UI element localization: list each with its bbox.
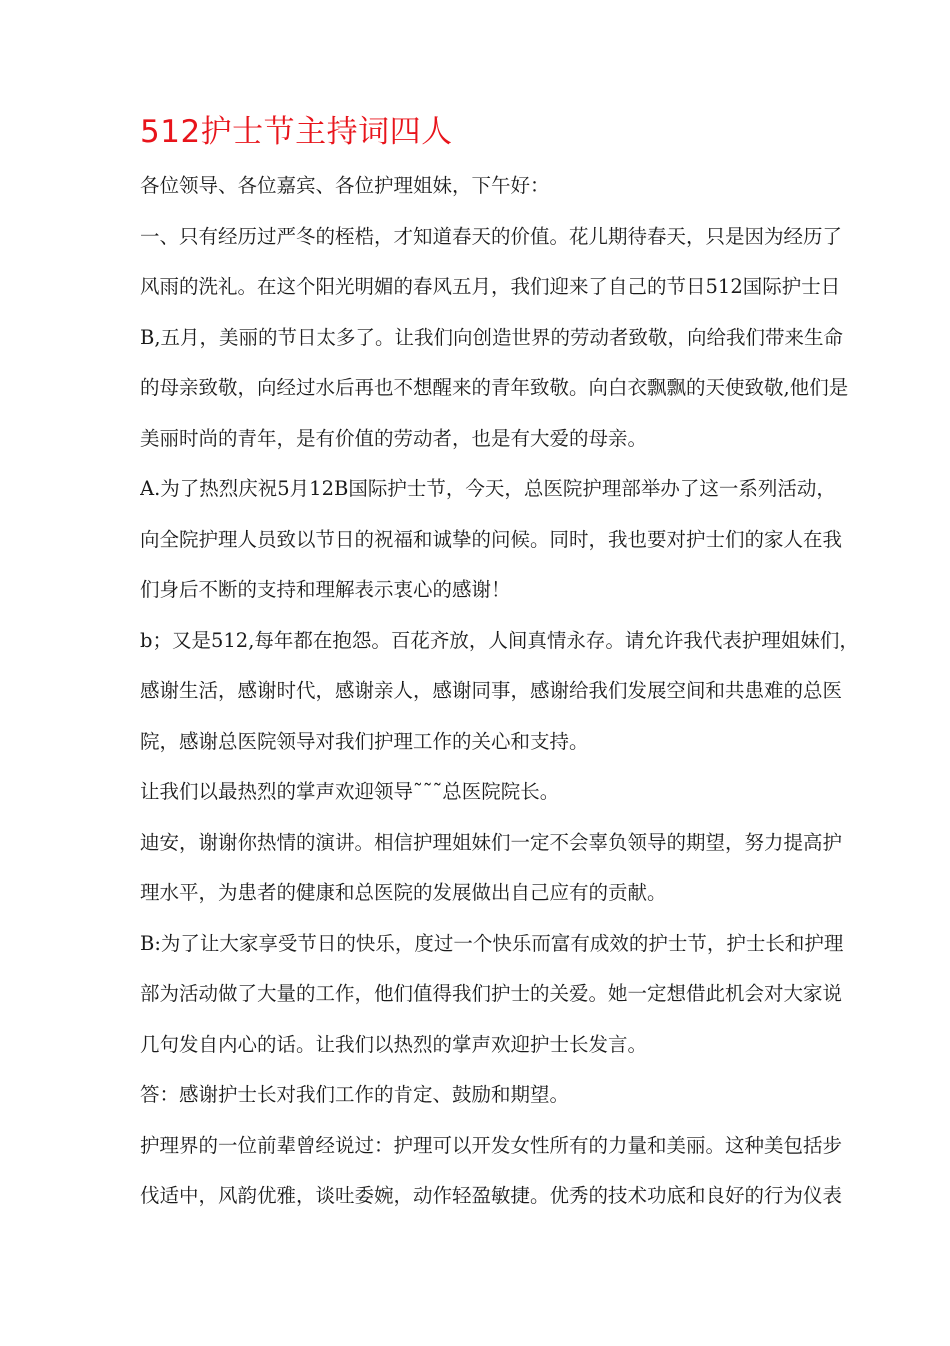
paragraph bbox=[140, 212, 930, 465]
paragraph bbox=[140, 1121, 930, 1222]
paragraph-line: 美丽时尚的青年，是有价值的劳动者，也是有大爱的母亲。 bbox=[140, 426, 648, 450]
paragraph-line: 风雨的洗礼。在这个阳光明媚的春风五月，我们迎来了自己的节日512国际护士日 bbox=[140, 275, 841, 298]
paragraph-line: 几句发自内心的话。让我们以热烈的掌声欢迎护士长发言。 bbox=[140, 1032, 648, 1056]
paragraph-line: 的母亲致敬，向经过水后再也不想醒来的青年致敬。向白衣飘飘的天使致敬,他们是 bbox=[140, 376, 849, 399]
paragraph bbox=[140, 161, 930, 212]
paragraph bbox=[140, 767, 930, 818]
paragraph-line: 让我们以最热烈的掌声欢迎领导˜˜˜总医院院长。 bbox=[140, 780, 560, 803]
paragraph bbox=[140, 818, 930, 919]
paragraph-line: 向全院护理人员致以节日的祝福和诚挚的问候。同时，我也要对护士们的家人在我 bbox=[140, 527, 843, 551]
paragraph-line: B:为了让大家享受节日的快乐，度过一个快乐而富有成效的护士节，护士长和护理 bbox=[140, 931, 844, 955]
paragraph bbox=[140, 616, 930, 768]
paragraph-line: b；又是512,每年都在抱怨。百花齐放，人间真情永存。请允许我代表护理姐妹们， bbox=[140, 628, 859, 652]
paragraph-line: 伐适中，风韵优雅，谈吐委婉，动作轻盈敏捷。优秀的技术功底和良好的行为仪表 bbox=[140, 1184, 843, 1207]
paragraph bbox=[140, 919, 930, 1071]
paragraph-line: B,五月，美丽的节日太多了。让我们向创造世界的劳动者致敬，向给我们带来生命 bbox=[140, 325, 844, 349]
paragraph-line: 感谢生活，感谢时代，感谢亲人，感谢同事，感谢给我们发展空间和共患难的总医 bbox=[140, 679, 843, 702]
document-body bbox=[140, 161, 930, 1222]
paragraph-line: 各位领导、各位嘉宾、各位护理姐妹，下午好： bbox=[140, 174, 550, 197]
paragraph-line: 护理界的一位前辈曾经说过：护理可以开发女性所有的力量和美丽。这种美包括步 bbox=[140, 1133, 843, 1157]
paragraph-line: 答：感谢护士长对我们工作的肯定、鼓励和期望。 bbox=[140, 1083, 570, 1106]
paragraph-line: 院，感谢总医院领导对我们护理工作的关心和支持。 bbox=[140, 729, 589, 753]
paragraph-line: 迪安，谢谢你热情的演讲。相信护理姐妹们一定不会辜负领导的期望，努力提高护 bbox=[140, 830, 843, 854]
paragraph-line: 一、只有经历过严冬的桎梏，才知道春天的价值。花儿期待春天，只是因为经历了 bbox=[140, 224, 843, 248]
paragraph bbox=[140, 1070, 930, 1121]
paragraph bbox=[140, 464, 930, 616]
paragraph-line: 理水平，为患者的健康和总医院的发展做出自己应有的贡献。 bbox=[140, 881, 667, 904]
paragraph-line: A.为了热烈庆祝5月12B国际护士节，今天，总医院护理部举办了这一系列活动， bbox=[140, 477, 836, 500]
document-title: 512护士节主持词四人 bbox=[140, 114, 453, 150]
paragraph-line: 部为活动做了大量的工作，他们值得我们护士的关爱。她一定想借此机会对大家说 bbox=[140, 982, 843, 1005]
paragraph-line: 们身后不断的支持和理解表示衷心的感谢！ bbox=[140, 578, 511, 601]
